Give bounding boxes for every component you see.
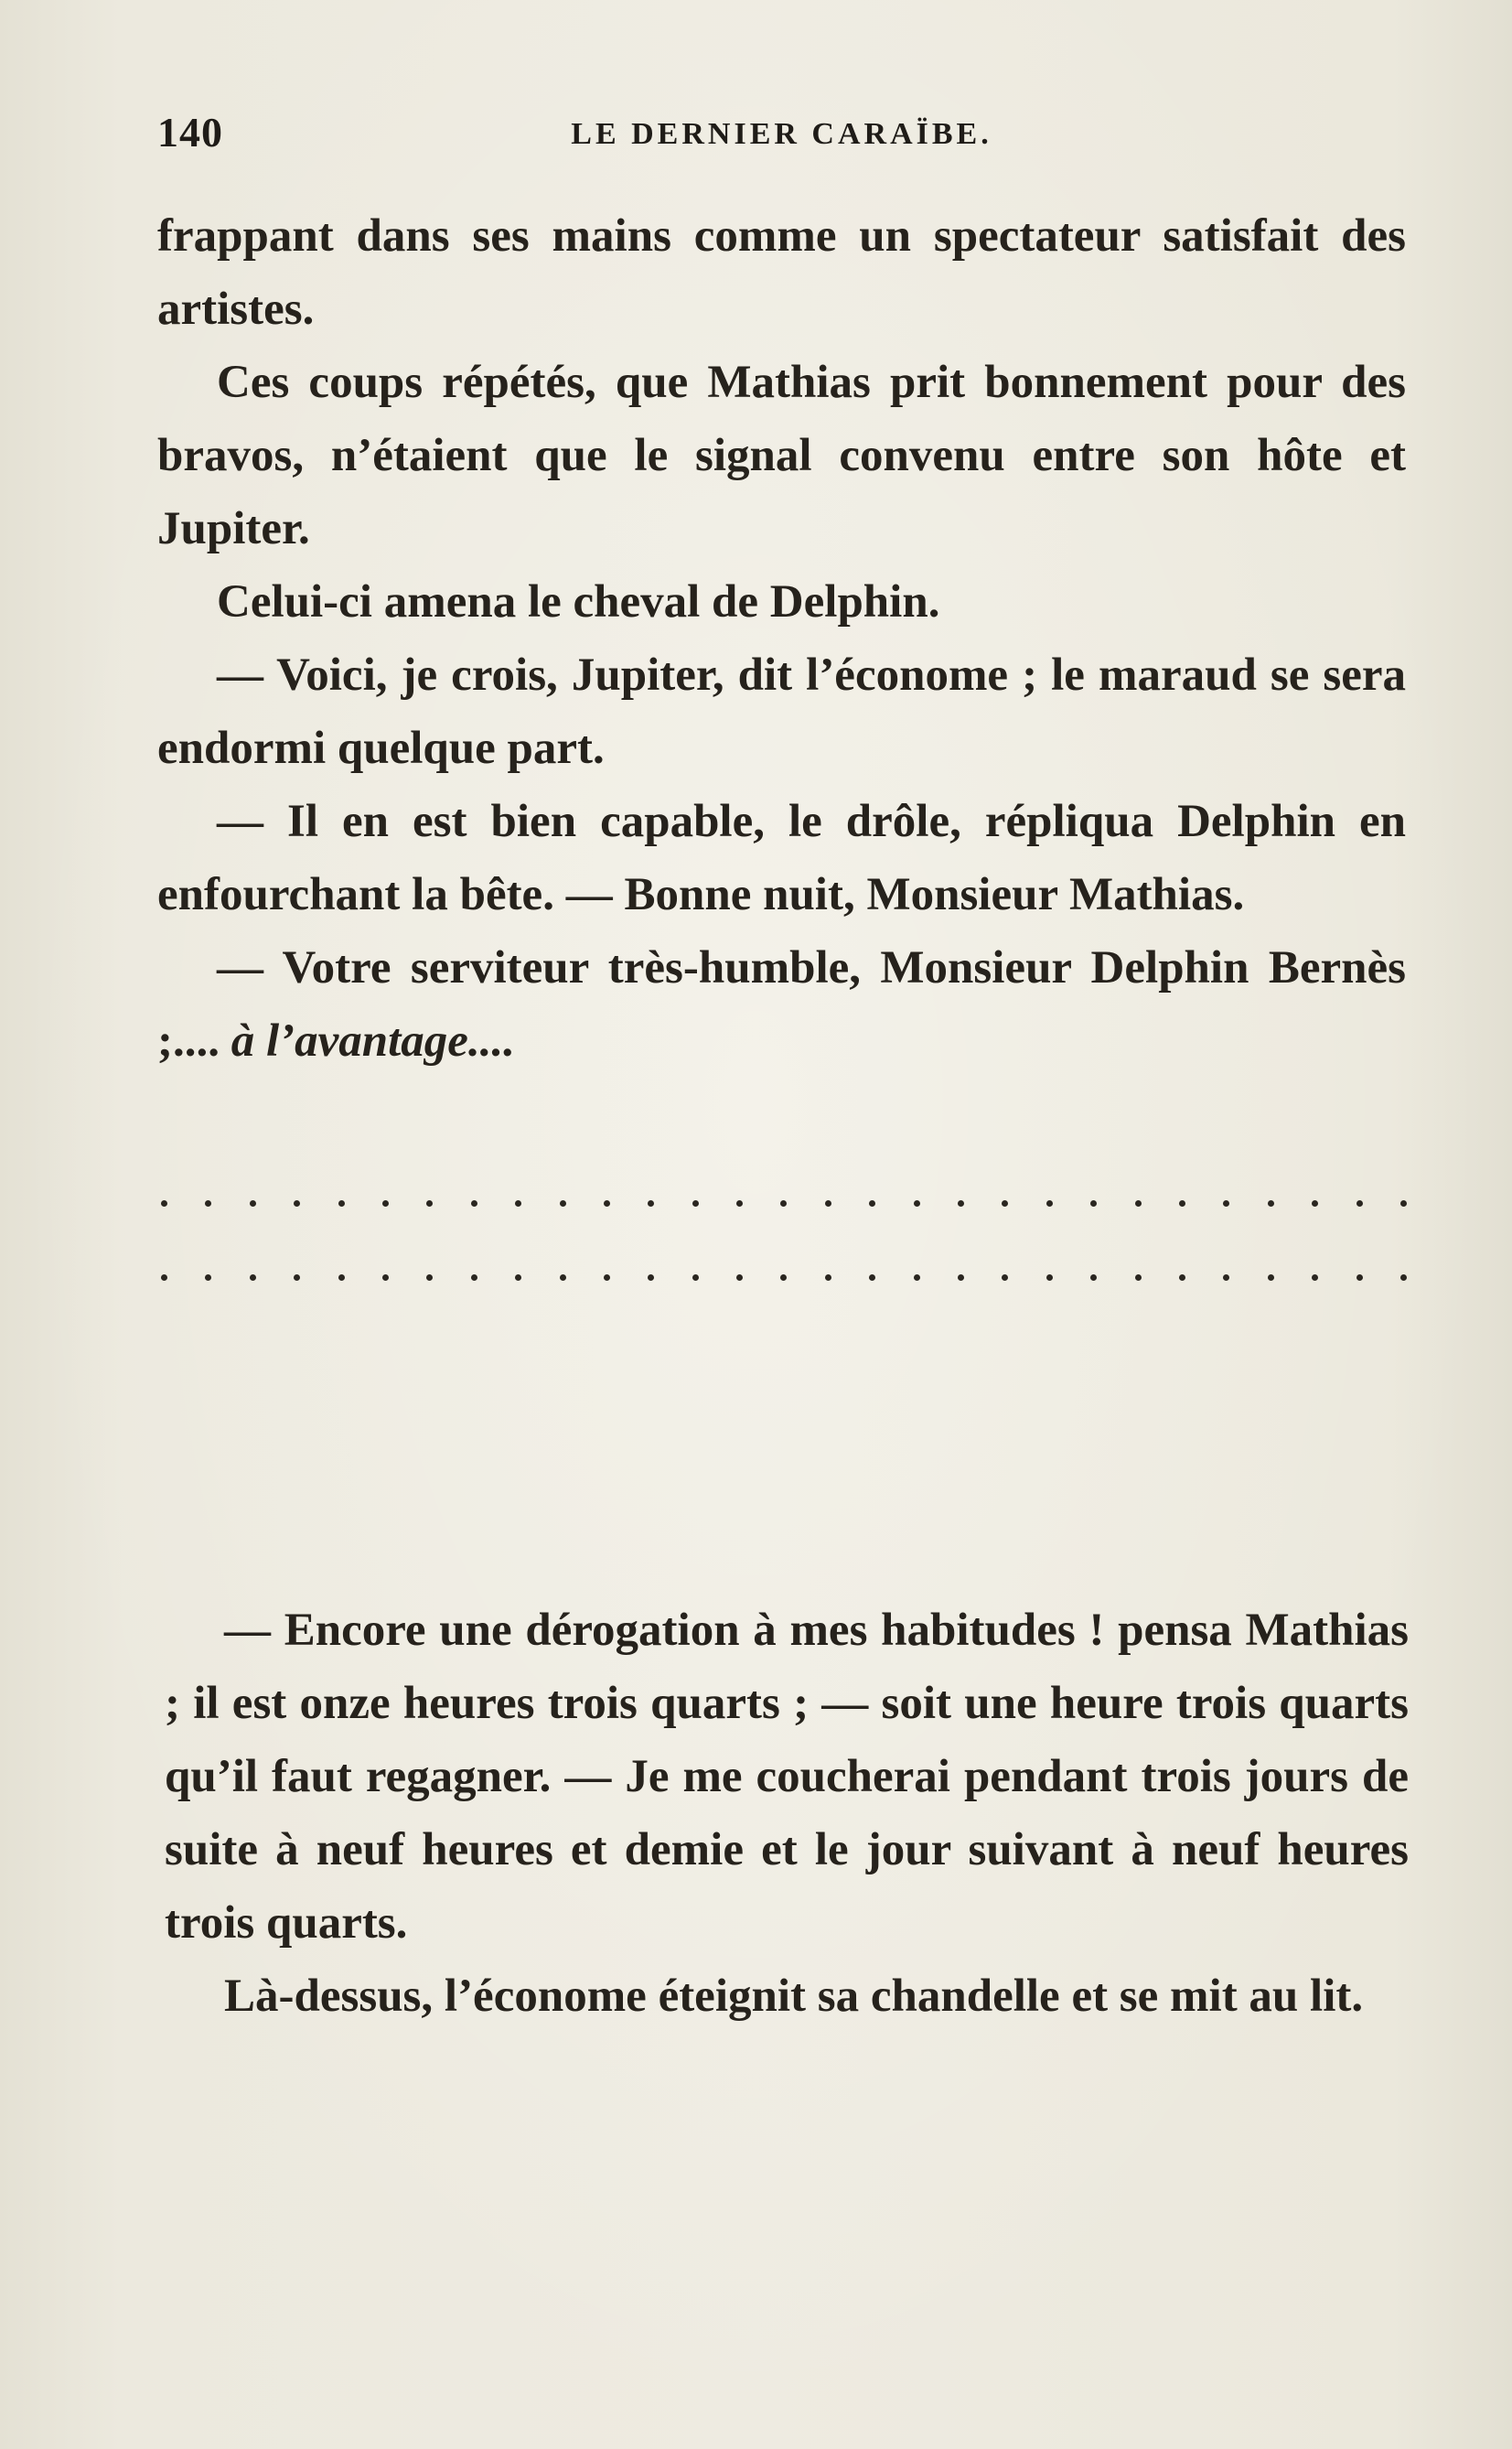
running-title: LE DERNIER CARAÏBE.	[571, 117, 992, 151]
running-head	[157, 108, 1406, 163]
ellipsis-dot	[294, 1274, 300, 1281]
paragraph-horse: Celui-ci amena le cheval de Delphin.	[217, 576, 940, 628]
ellipsis-dot	[1268, 1274, 1274, 1281]
ellipsis-dot	[515, 1200, 521, 1207]
ellipsis-dot	[825, 1274, 831, 1281]
ellipsis-dot	[736, 1200, 743, 1207]
ellipsis-dot	[1046, 1200, 1053, 1207]
ellipsis-dot	[825, 1200, 831, 1207]
ellipsis-dot	[426, 1274, 433, 1281]
ellipsis-dot	[471, 1274, 477, 1281]
ellipsis-dot	[1135, 1200, 1142, 1207]
ellipsis-dot	[869, 1200, 875, 1207]
paragraph-chandelle: Là-dessus, l’économe éteignit sa chandelle et se mit au lit.	[224, 1971, 1364, 2022]
ellipsis-dot	[958, 1200, 964, 1207]
ellipsis-dot	[294, 1200, 300, 1207]
ellipsis-dot	[869, 1274, 875, 1281]
paragraph-signal: Ces coups répétés, que Mathias prit bonnement pour des bravos, n’étaient que le signal convenu entre son hôte et Jupiter.	[157, 357, 1406, 554]
ellipsis-dot	[692, 1200, 699, 1207]
paragraph-continuation: frappant dans ses mains comme un spectateur satisfait des artistes.	[157, 210, 1406, 335]
ellipsis-dot-row	[161, 1185, 1407, 1221]
ellipsis-dot	[471, 1200, 477, 1207]
text-section-lower	[165, 1594, 1409, 2033]
ellipsis-dot	[382, 1274, 389, 1281]
text-section-upper	[157, 199, 1406, 1078]
ellipsis-dot	[1002, 1274, 1008, 1281]
ellipsis-dot	[1400, 1274, 1407, 1281]
ellipsis-dot	[1312, 1274, 1318, 1281]
ellipsis-dot	[1090, 1274, 1097, 1281]
ellipsis-dot	[1135, 1274, 1142, 1281]
ellipsis-dot	[1357, 1200, 1363, 1207]
ellipsis-dot	[205, 1200, 211, 1207]
ellipsis-dot	[560, 1274, 566, 1281]
ellipsis-dot	[161, 1274, 167, 1281]
ellipsis-dot	[780, 1274, 787, 1281]
ellipsis-dot	[1400, 1200, 1407, 1207]
ellipsis-dot	[604, 1274, 610, 1281]
ellipsis-dot	[338, 1274, 345, 1281]
ellipsis-dot	[1002, 1200, 1008, 1207]
ellipsis-dot	[1179, 1274, 1185, 1281]
paragraph-serviteur-italic: à l’avantage....	[231, 1015, 515, 1067]
ellipsis-dot	[958, 1274, 964, 1281]
ellipsis-dot	[426, 1200, 433, 1207]
ellipsis-dot	[914, 1274, 920, 1281]
ellipsis-dot	[560, 1200, 566, 1207]
ellipsis-dot	[1223, 1274, 1229, 1281]
ellipsis-dot	[382, 1200, 389, 1207]
ellipsis-dot	[250, 1274, 256, 1281]
ellipsis-dot	[914, 1200, 920, 1207]
ellipsis-dot	[1357, 1274, 1363, 1281]
paragraph-derogation: — Encore une dérogation à mes habitudes ! pensa Mathias ; il est onze heures trois quarts ; — soit une heure trois quarts qu’il faut regagner. — Je me coucherai pendant trois jours de suite à neuf heures et demie et le jour suivant à neuf heures trois quarts.	[165, 1605, 1409, 1949]
ellipsis-dot	[205, 1274, 211, 1281]
paragraph-capable: — Il en est bien capable, le drôle, répliqua Delphin en enfourchant la bête. — Bonne nuit, Monsieur Mathias.	[157, 796, 1406, 920]
paragraph-serviteur-text: — Votre serviteur très-humble, Monsieur Delphin Bernès ;....	[157, 942, 1406, 1067]
ellipsis-dot	[250, 1200, 256, 1207]
ellipsis-dot	[648, 1200, 654, 1207]
ellipsis-dot	[1223, 1200, 1229, 1207]
page-number: 140	[157, 109, 223, 156]
ellipsis-dot	[161, 1200, 167, 1207]
paragraph-serviteur	[157, 931, 1406, 1078]
ellipsis-dot	[780, 1200, 787, 1207]
ellipsis-dot	[648, 1274, 654, 1281]
ellipsis-dot	[515, 1274, 521, 1281]
ellipsis-dot	[604, 1200, 610, 1207]
ellipsis-dot	[1268, 1200, 1274, 1207]
ellipsis-dot	[338, 1200, 345, 1207]
ellipsis-dot	[736, 1274, 743, 1281]
ellipsis-dot	[692, 1274, 699, 1281]
ellipsis-dot-row	[161, 1259, 1407, 1295]
ellipsis-dot	[1312, 1200, 1318, 1207]
ellipsis-dot	[1090, 1200, 1097, 1207]
paragraph-voici: — Voici, je crois, Jupiter, dit l’économe ; le maraud se sera endormi quelque part.	[157, 650, 1406, 774]
ellipsis-dot	[1179, 1200, 1185, 1207]
ellipsis-dot	[1046, 1274, 1053, 1281]
